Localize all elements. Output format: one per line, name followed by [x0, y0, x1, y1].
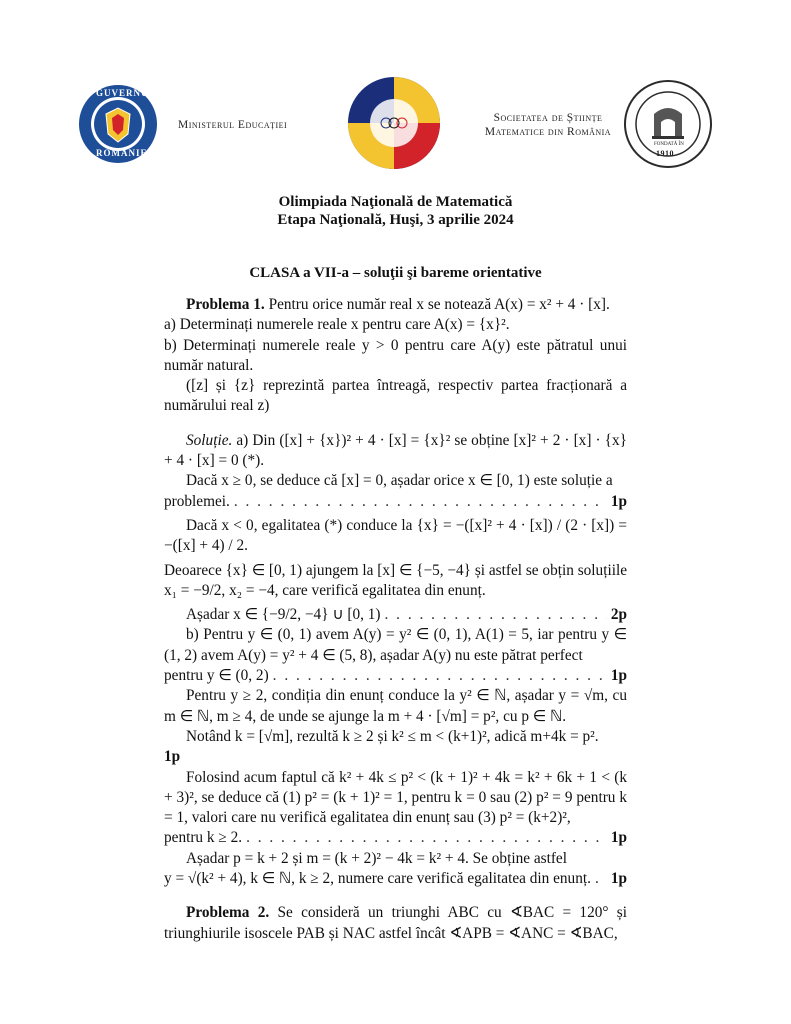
- olympiad-title-line2: Etapa Naţională, Huşi, 3 aprilie 2024: [277, 212, 514, 228]
- score-1p-d: 1p: [610, 829, 627, 847]
- problem2-text: Problema 2. Se consideră un triunghi ABC cu ∢BAC = 120° și triunghiurile isoscele PAB și NAC astfel încât ∢APB = ∢ANC = ∢BAC,: [164, 904, 627, 942]
- score-line-6: y = √(k² + 4), k ∈ ℕ, k ≥ 2, numere care verifică egalitatea din enunț. . . . 1p: [164, 869, 627, 889]
- document-body: [164, 295, 627, 944]
- ssm-label-line2: Matematice din România: [484, 126, 612, 139]
- problem1-part-b: b) Determinați numerele reale y > 0 pentru care A(y) este pătratul unui număr natural.: [164, 336, 627, 374]
- ministry-label: Ministerul Educației: [178, 119, 288, 131]
- solution-step-10: Așadar p = k + 2 și m = (k + 2)² − 4k = k² + 4. Se obține astfel: [186, 849, 567, 867]
- solution-step-4: Deoarece {x} ∈ [0, 1) ajungem la [x] ∈ {−5, −4} și astfel se obțin soluțiile x₁ = −9/2, x₂ = −4, care verifică egalitatea din enunț.: [164, 561, 627, 599]
- ssm-label: [483, 111, 613, 140]
- score-2p: 2p: [610, 606, 627, 624]
- seal-lettering-bottom: ROMÂNIEI: [96, 148, 153, 158]
- score-line-3: pentru y ∈ (0, 2) . . . 1p: [164, 666, 627, 686]
- solution-step-1: Soluție. a) Din ([x] + {x})² + 4 · [x] = {x}² se obține [x]² + 2 · [x] · {x} + 4 · [x] = 0 (*).: [164, 431, 627, 470]
- score-1p-c: 1p: [164, 748, 181, 766]
- score-1p-b: 1p: [610, 667, 627, 685]
- score-line-2: Așadar x ∈ {−9/2, −4} ∪ [0, 1) . . . 2p: [164, 605, 627, 625]
- solution-label: Soluție.: [186, 431, 233, 449]
- problem1-label: Problema 1.: [186, 296, 265, 313]
- solution-step-2: Dacă x ≥ 0, se deduce că [x] = 0, așadar orice x ∈ [0, 1) este soluție a: [186, 472, 613, 490]
- problem2-label: Problema 2.: [186, 904, 270, 922]
- solution-step-7: Pentru y ≥ 2, condiția din enunț conduce la y² ∈ ℕ, așadar y = √m, cu m ∈ ℕ, m ≥ 4, de unde se ajunge la m + 4 · [√m] = p², cu p ∈ ℕ.: [164, 687, 627, 725]
- solution-step-8: Notând k = [√m], rezultă k ≥ 2 și k² ≤ m < (k+1)², adică m+4k = p².: [186, 727, 599, 745]
- olympiad-title-line1: Olimpiada Naţională de Matematică: [278, 194, 513, 210]
- solution-step-9: Folosind acum faptul că k² + 4k ≤ p² < (k + 1)² + 4k = k² + 6k + 1 < (k + 3)², se deduce că (1) p² = (k + 1)² = 1, pentru k = 0 sau (2) p² = 9 pentru k = 1, valori care nu verifică egalitatea din enunț sau (3) p² = (k+2)²,: [164, 768, 627, 827]
- ssm-label-line1: Societatea de Științe: [493, 112, 603, 124]
- score-line-1: problemei. . . . 1p: [164, 492, 627, 512]
- solution-step-3: Dacă x < 0, egalitatea (*) conduce la {x} = −([x]² + 4 · [x]) / (2 · [x]) = −([x] + 4) / 2.: [164, 516, 627, 555]
- olympiad-logo: [346, 75, 442, 171]
- seal-lettering-top: GUVERNUL: [96, 88, 156, 98]
- ssm-seal-founded: FONDATĂ ÎN: [654, 142, 684, 147]
- score-1p: 1p: [610, 492, 627, 510]
- problem1-intro: Problema 1. Pentru orice număr real x se notează A(x) = x² + 4 · [x].: [186, 296, 610, 313]
- ssm-seal-year: 1910: [656, 149, 674, 158]
- problem1-part-a: a) Determinați numerele reale x pentru care A(x) = {x}².: [164, 316, 510, 334]
- class-title: CLASA a VII-a – soluţii şi bareme orientative: [249, 265, 542, 281]
- score-line-5: pentru k ≥ 2. . . . 1p: [164, 828, 627, 848]
- problem1-note: ([z] și {z} reprezintă partea întreagă, respectiv partea fracționară a numărului real z): [164, 377, 627, 415]
- solution-step-6: b) Pentru y ∈ (0, 1) avem A(y) = y² ∈ (0, 1), A(1) = 5, iar pentru y ∈ (1, 2) avem A(y) = y² + 4 ∈ (5, 8), așadar A(y) nu este pătrat perfect: [164, 626, 627, 664]
- score-1p-e: 1p: [610, 870, 627, 888]
